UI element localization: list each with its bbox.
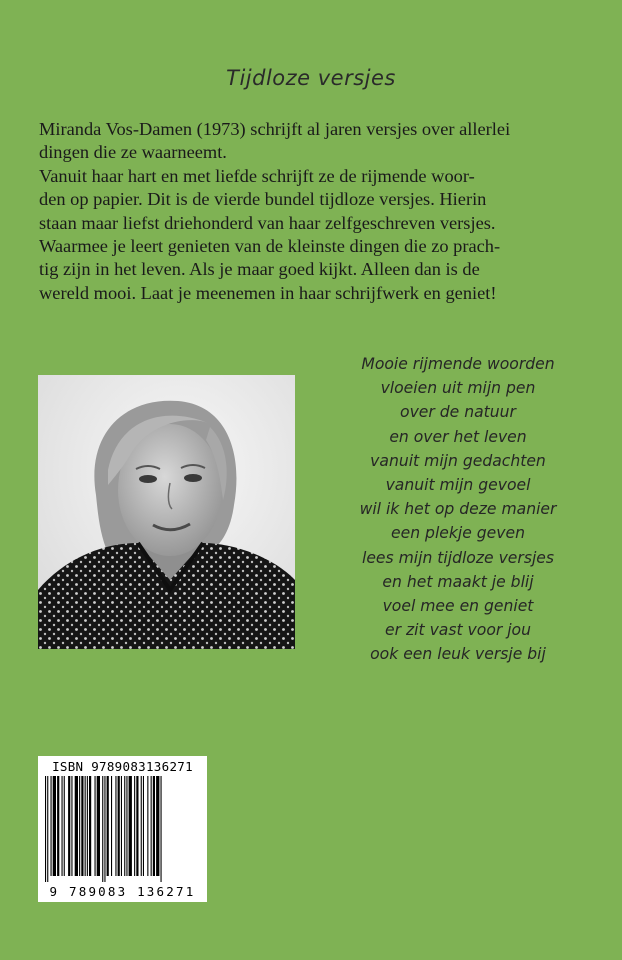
poem-line: vloeien uit mijn pen xyxy=(380,379,536,398)
poem-line: en het maakt je blij xyxy=(382,572,534,591)
barcode-bar xyxy=(102,776,103,882)
poem-line: lees mijn tijdloze versjes xyxy=(362,548,554,567)
barcode-bar xyxy=(136,776,138,876)
barcode-bar xyxy=(147,776,148,876)
barcode-bar xyxy=(51,776,52,876)
barcode-bar xyxy=(151,776,152,876)
barcode-bar xyxy=(141,776,142,876)
poem xyxy=(318,352,598,667)
barcode-bar xyxy=(75,776,78,876)
book-title: Tijdloze versjes xyxy=(226,66,396,90)
blurb-line: staan maar liefst driehonderd van haar zelfgeschreven versjes. xyxy=(39,212,496,233)
poem-line: een plekje geven xyxy=(391,524,525,543)
blurb-line: dingen die ze waarneemt. xyxy=(39,142,227,163)
barcode-bar xyxy=(45,776,46,882)
barcode-bar xyxy=(57,776,59,876)
barcode-bar xyxy=(153,776,155,876)
blurb-line: Waarmee je leert genieten van de kleinste dingen die zo prach- xyxy=(39,236,501,257)
barcode-bar xyxy=(87,776,88,876)
barcode-bar xyxy=(104,776,105,882)
blurb-line: wereld mooi. Laat je meenemen in haar schrijfwerk en geniet! xyxy=(39,282,497,303)
barcode-bar xyxy=(124,776,125,876)
barcode-bar xyxy=(64,776,65,876)
poem-line: voel mee en geniet xyxy=(382,597,534,616)
barcode-bar xyxy=(134,776,135,876)
poem-line: over de natuur xyxy=(400,403,516,422)
isbn-barcode xyxy=(38,756,207,902)
barcode-bar xyxy=(143,776,144,876)
barcode-bar xyxy=(85,776,86,876)
barcode-bar xyxy=(89,776,91,876)
poem-line: vanuit mijn gedachten xyxy=(370,451,546,470)
poem-line: Mooie rijmende woorden xyxy=(361,355,555,373)
poem-line: ook een leuk versje bij xyxy=(370,645,546,664)
isbn-digits: 9 789083 136271 xyxy=(49,884,196,899)
poem-line: er zit vast voor jou xyxy=(385,621,531,640)
barcode-bar xyxy=(53,776,56,876)
barcode-bar xyxy=(81,776,83,876)
barcode-bar xyxy=(107,776,109,876)
barcode-bar xyxy=(47,776,48,882)
barcode-bar xyxy=(62,776,63,876)
barcode-bar xyxy=(111,776,112,876)
barcode-bars xyxy=(44,776,201,882)
author-portrait-image xyxy=(38,375,295,649)
barcode-bar xyxy=(126,776,127,876)
author-blurb xyxy=(39,118,587,305)
barcode-bar xyxy=(129,776,132,876)
author-photo xyxy=(38,375,295,649)
blurb-line: Miranda Vos-Damen (1973) schrijft al jaren versjes over allerlei xyxy=(39,119,511,139)
barcode-bar xyxy=(97,776,100,876)
poem-line: wil ik het op deze manier xyxy=(359,500,557,519)
barcode-bar xyxy=(118,776,120,876)
barcode-bar xyxy=(156,776,159,876)
blurb-line: Vanuit haar hart en met liefde schrijft ze de rijmende woor- xyxy=(39,165,475,186)
isbn-label: ISBN 9789083136271 xyxy=(52,759,193,774)
blurb-line: tig zijn in het leven. Als je maar goed kijkt. Alleen dan is de xyxy=(39,259,480,280)
barcode-bar xyxy=(71,776,72,876)
barcode-bar xyxy=(161,776,162,882)
barcode-bar xyxy=(79,776,80,876)
poem-line: vanuit mijn gevoel xyxy=(385,476,531,495)
barcode-bar xyxy=(121,776,122,876)
barcode-bar xyxy=(68,776,70,876)
barcode-bar xyxy=(115,776,116,876)
blurb-line: den op papier. Dit is de vierde bundel tijdloze versjes. Hierin xyxy=(39,189,487,210)
barcode-bar xyxy=(95,776,96,876)
poem-line: en over het leven xyxy=(389,427,527,446)
